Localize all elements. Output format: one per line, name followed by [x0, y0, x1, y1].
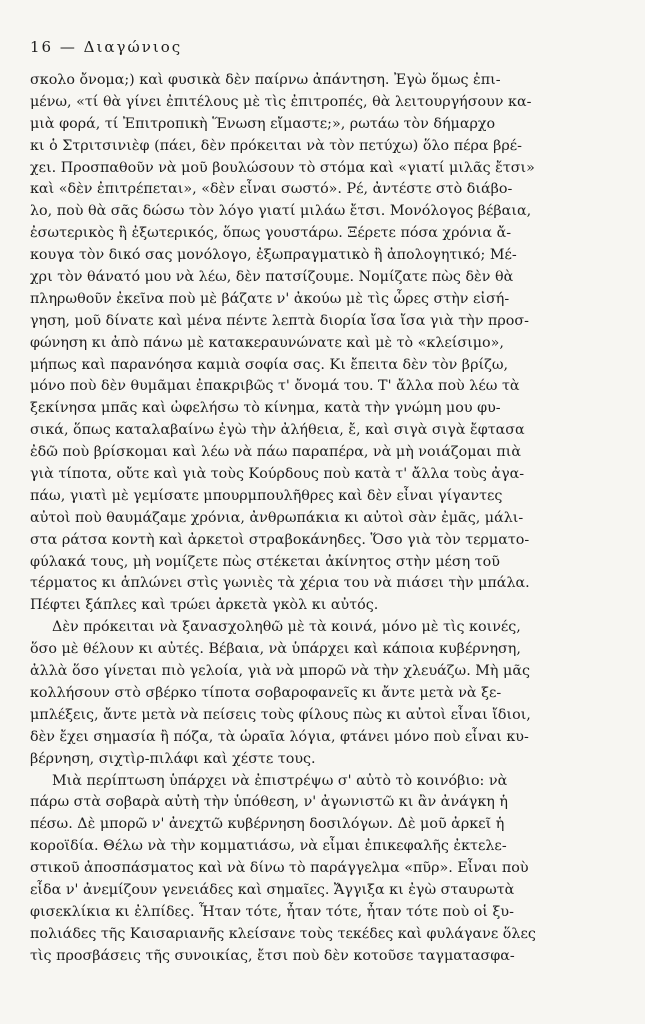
text-line: τὶς προσβάσεις τῆς συνοικίας, ἔτσι ποὺ δὲν κοτοῦσε ταγματασφα-: [30, 947, 515, 964]
text-line: πάρω στὰ σοβαρὰ αὐτὴ τὴν ὑπόθεση, ν' ἀγωνιστῶ κι ἂν ἀνάγκη ἡ: [30, 794, 508, 811]
book-title: Διαγώνιος: [83, 38, 183, 56]
text-line: καὶ «δὲν ἐπιτρέπεται», «δὲν εἶναι σωστό». Ρέ, ἀντέστε στὸ διάβο-: [30, 181, 513, 198]
text-line: πέσω. Δὲ μπορῶ ν' ἀνεχτῶ κυβέρνηση δοσιλόγων. Δὲ μοῦ ἀρκεῖ ἡ: [30, 816, 505, 833]
text-line: Πέφτει ξάπλες καὶ τρώει ἀρκετὰ γκὸλ κι αὐτός.: [30, 597, 379, 614]
text-line: μήπως καὶ παρανόησα καμιὰ σοφία σας. Κι ἔπειτα δὲν τὸν βρίζω,: [30, 356, 509, 373]
text-line: στα ράτσα κοντὴ καὶ ἀρκετοὶ στραβοκάνηδες. Ὅσο γιὰ τὸν τερματο-: [30, 531, 530, 548]
paragraph-first-line: Δὲν πρόκειται νὰ ξανασχοληθῶ μὲ τὰ κοινά, μόνο μὲ τὶς κοινές,: [52, 619, 521, 636]
page-number: 16: [30, 38, 54, 56]
text-line: πολιάδες τῆς Καισαριανῆς κλείσανε τοὺς τεκέδες καὶ φυλάγανε ὅλες: [30, 925, 536, 942]
text-line: γηση, μοῦ δίνατε καὶ μένα πέντε λεπτὰ διορία ἴσα ἴσα γιὰ τὴν προσ-: [30, 312, 529, 329]
text-line: φισεκλίκια κι ἐλπίδες. Ἦταν τότε, ἦταν τότε, ἦταν τότε ποὺ οἱ ξυ-: [30, 903, 514, 920]
text-line: ὅσο μὲ θέλουν κι αὐτές. Βέβαια, νὰ ὑπάρχει καὶ κάποια κυβέρνηση,: [30, 641, 521, 658]
text-line: μιὰ φορά, τί Ἐπιτροπικὴ Ἕνωση εἴμαστε;», ρωτάω τὸν δήμαρχο: [30, 115, 496, 132]
text-line: μένω, «τί θὰ γίνει ἐπιτέλους μὲ τὶς ἐπιτροπές, θὰ λειτουργήσουν κα-: [30, 93, 532, 110]
text-line: φώνηση κι ἀπὸ πάνω μὲ κατακεραυνώνατε καὶ μὲ τὸ «κλείσιμο»,: [30, 334, 504, 351]
text-line: φύλακά τους, μὴ νομίζετε πὼς στέκεται ἀκίνητος στὴν μέση τοῦ: [30, 553, 500, 570]
body-text: [30, 70, 610, 968]
text-line: σκολο ὄνομα;) καὶ φυσικὰ δὲν παίρνω ἀπάντηση. Ἐγὼ ὅμως ἐπι-: [30, 72, 501, 88]
text-line: κουγα τὸν δικό σας μονόλογο, ἐξωπραγματικὸ ἢ ἀπολογητικό; Μέ-: [30, 247, 517, 264]
text-line: κολλήσουν στὸ σβέρκο τίποτα σοβαροφανεῖς κι ἄντε μετὰ νὰ ξε-: [30, 684, 502, 701]
text-line: στικοῦ ἀποσπάσματος καὶ νὰ δίνω τὸ παράγγελμα «πῦρ». Εἶναι ποὺ: [30, 860, 529, 877]
text-line: βέρνηση, σιχτὶρ-πιλάφι καὶ χέστε τους.: [30, 750, 316, 767]
text-line: σικά, ὅπως καταλαβαίνω ἐγὼ τὴν ἀλήθεια, ἔ, καὶ σιγὰ σιγὰ ἔφτασα: [30, 422, 525, 439]
running-header: [30, 38, 182, 56]
text-line: μπλέξεις, ἄντε μετὰ νὰ πείσεις τοὺς φίλους πὼς κι αὐτοὶ εἶναι ἴδιοι,: [30, 706, 531, 723]
text-line: ἐδῶ ποὺ βρίσκομαι καὶ λέω νὰ πάω παραπέρα, νὰ μὴ νοιάζομαι πιὰ: [30, 444, 521, 461]
text-line: κι ὁ Στριτσινιὲφ (πάει, δὲν πρόκειται νὰ τὸν πετύχω) ὅλο πέρα βρέ-: [30, 137, 523, 154]
text-line: λο, ποὺ θὰ σᾶς δώσω τὸν λόγο γιατί μιλάω ἔτσι. Μονόλογος βέβαια,: [30, 203, 532, 220]
text-line: εἶδα ν' ἀνεμίζουν γενειάδες καὶ σημαῖες. Ἄγγιξα κι ἐγὼ σταυρωτὰ: [30, 881, 515, 898]
text-line: ἐσωτερικὸς ἢ ἐξωτερικός, ὅπως γουστάρω. Ξέρετε πόσα χρόνια ἄ-: [30, 225, 512, 242]
text-line: γιὰ τίποτα, οὔτε καὶ γιὰ τοὺς Κούρδους ποὺ κατὰ τ' ἄλλα τοὺς ἀγα-: [30, 466, 525, 483]
text-line: χρι τὸν θάνατό μου νὰ λέω, δὲν πατσίζουμε. Νομίζατε πὼς δὲν θὰ: [30, 269, 514, 286]
text-line: κοροϊδία. Θέλω νὰ τὴν κομματιάσω, νὰ εἶμαι ἐπικεφαλῆς ἐκτελε-: [30, 838, 507, 855]
text-line: πληρωθοῦν ἐκεῖνα ποὺ μὲ βάζατε ν' ἀκούω μὲ τὶς ὧρες στὴν εἰσή-: [30, 290, 510, 307]
text-line: ξεκίνησα μπᾶς καὶ ὠφελήσω τὸ κίνημα, κατὰ τὴν γνώμη μου φυ-: [30, 400, 501, 417]
text-line: χει. Προσπαθοῦν νὰ μοῦ βουλώσουν τὸ στόμα καὶ «γιατί μιλᾶς ἔτσι»: [30, 159, 535, 176]
text-line: πάω, γιατὶ μὲ γεμίσατε μπουρμπουλῆθρες καὶ δὲν εἶναι γίγαντες: [30, 487, 503, 504]
text-line: τέρματος κι ἁπλώνει στὶς γωνιὲς τὰ χέρια του νὰ πιάσει τὴν μπάλα.: [30, 575, 530, 592]
text-line: αὐτοὶ ποὺ θαυμάζαμε χρόνια, ἀνθρωπάκια κι αὐτοὶ σὰν ἐμᾶς, μάλι-: [30, 509, 524, 526]
text-line: μόνο ποὺ δὲν θυμᾶμαι ἐπακριβῶς τ' ὄνομά του. Τ' ἄλλα ποὺ λέω τὰ: [30, 378, 520, 395]
text-line: δὲν ἔχει σημασία ἢ πόζα, τὰ ὡραῖα λόγια, φτάνει μόνο ποὺ εἶναι κυ-: [30, 728, 529, 745]
header-dash: —: [59, 38, 77, 56]
text-line: ἀλλὰ ὅσο γίνεται πιὸ γελοία, γιὰ νὰ μπορῶ νὰ τὴν χλευάζω. Μὴ μᾶς: [30, 663, 531, 680]
paragraph-first-line: Μιὰ περίπτωση ὑπάρχει νὰ ἐπιστρέψω σ' αὐτὸ τὸ κοινόβιο: νὰ: [52, 772, 508, 789]
